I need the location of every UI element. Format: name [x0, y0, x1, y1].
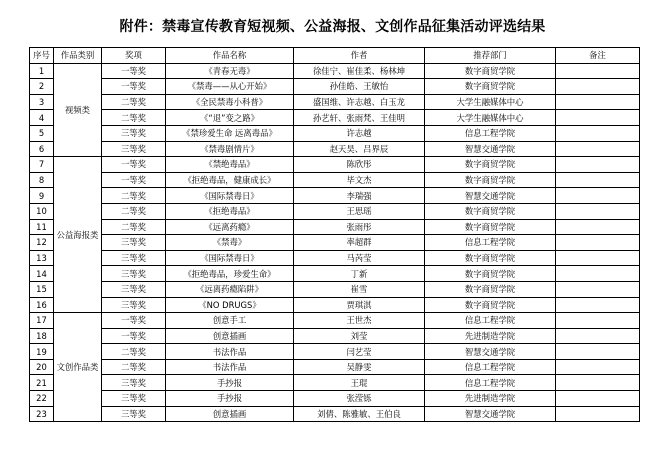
table-row	[30, 359, 640, 375]
row-number-cell: 9	[30, 188, 54, 204]
header-cell: 奖项	[102, 48, 166, 64]
row-number-cell: 14	[30, 266, 54, 282]
department-cell: 信息工程学院	[425, 359, 556, 375]
author-cell: 丁新	[294, 266, 425, 282]
note-cell	[556, 328, 640, 344]
department-cell: 信息工程学院	[425, 375, 556, 391]
department-cell: 智慧交通学院	[425, 188, 556, 204]
award-cell: 一等奖	[102, 63, 166, 79]
header-cell: 推荐部门	[425, 48, 556, 64]
row-number-cell: 5	[30, 125, 54, 141]
row-number-cell: 7	[30, 157, 54, 173]
row-number-cell: 17	[30, 313, 54, 329]
author-cell: 贾琪淇	[294, 297, 425, 313]
row-number-cell: 4	[30, 110, 54, 126]
note-cell	[556, 297, 640, 313]
header-row	[30, 48, 640, 64]
award-cell: 三等奖	[102, 266, 166, 282]
category-cell: 公益海报类	[54, 157, 102, 313]
work-title-cell: 《NO DRUGS》	[166, 297, 294, 313]
table-row	[30, 281, 640, 297]
row-number-cell: 21	[30, 375, 54, 391]
table-row	[30, 250, 640, 266]
table-row	[30, 157, 640, 173]
table-row	[30, 219, 640, 235]
work-title-cell: 《青春无毒》	[166, 63, 294, 79]
row-number-cell: 1	[30, 63, 54, 79]
department-cell: 智慧交通学院	[425, 406, 556, 422]
department-cell: 信息工程学院	[425, 235, 556, 251]
table-row	[30, 313, 640, 329]
author-cell: 盛国维、许志越、白玉龙	[294, 94, 425, 110]
work-title-cell: 创意插画	[166, 328, 294, 344]
note-cell	[556, 110, 640, 126]
work-title-cell: 书法作品	[166, 344, 294, 360]
note-cell	[556, 203, 640, 219]
table-row	[30, 203, 640, 219]
award-cell: 一等奖	[102, 172, 166, 188]
author-cell: 李瑞强	[294, 188, 425, 204]
work-title-cell: 《拒绝毒品，健康成长》	[166, 172, 294, 188]
note-cell	[556, 172, 640, 188]
table-row	[30, 328, 640, 344]
author-cell: 许志越	[294, 125, 425, 141]
award-cell: 一等奖	[102, 313, 166, 329]
note-cell	[556, 391, 640, 407]
row-number-cell: 8	[30, 172, 54, 188]
award-cell: 三等奖	[102, 281, 166, 297]
award-cell: 三等奖	[102, 391, 166, 407]
department-cell: 先进制造学院	[425, 328, 556, 344]
author-cell: 孙艺轩、张雨梵、王佳明	[294, 110, 425, 126]
header-cell: 序号	[30, 48, 54, 64]
author-cell: 率超群	[294, 235, 425, 251]
row-number-cell: 19	[30, 344, 54, 360]
work-title-cell: 《禁绝毒品》	[166, 157, 294, 173]
author-cell: 王思瑶	[294, 203, 425, 219]
award-cell: 一等奖	[102, 328, 166, 344]
header-cell: 备注	[556, 48, 640, 64]
author-cell: 赵天昊、吕界辰	[294, 141, 425, 157]
row-number-cell: 6	[30, 141, 54, 157]
work-title-cell: 《禁毒》	[166, 235, 294, 251]
work-title-cell: 《拒绝毒品，珍爱生命》	[166, 266, 294, 282]
award-cell: 三等奖	[102, 125, 166, 141]
header-cell: 作品类别	[54, 48, 102, 64]
results-table	[29, 47, 640, 422]
author-cell: 毕文杰	[294, 172, 425, 188]
note-cell	[556, 219, 640, 235]
table-row	[30, 110, 640, 126]
row-number-cell: 20	[30, 359, 54, 375]
table-row	[30, 79, 640, 95]
row-number-cell: 22	[30, 391, 54, 407]
author-cell: 王世杰	[294, 313, 425, 329]
note-cell	[556, 188, 640, 204]
table-row	[30, 235, 640, 251]
award-cell: 一等奖	[102, 157, 166, 173]
author-cell: 王琨	[294, 375, 425, 391]
work-title-cell: 创意手工	[166, 313, 294, 329]
award-cell: 二等奖	[102, 203, 166, 219]
department-cell: 智慧交通学院	[425, 141, 556, 157]
note-cell	[556, 313, 640, 329]
work-title-cell: 《禁珍爱生命 远离毒品》	[166, 125, 294, 141]
table-body	[30, 63, 640, 422]
department-cell: 数字商贸学院	[425, 281, 556, 297]
award-cell: 二等奖	[102, 219, 166, 235]
author-cell: 刘莹	[294, 328, 425, 344]
table-row	[30, 344, 640, 360]
work-title-cell: 《远离药瘾》	[166, 219, 294, 235]
department-cell: 大学生融媒体中心	[425, 110, 556, 126]
department-cell: 数字商贸学院	[425, 266, 556, 282]
award-cell: 二等奖	[102, 94, 166, 110]
note-cell	[556, 235, 640, 251]
award-cell: 二等奖	[102, 344, 166, 360]
document-title: 附件：禁毒宣传教育短视频、公益海报、文创作品征集活动评选结果	[119, 19, 546, 35]
table-row	[30, 94, 640, 110]
table-row	[30, 391, 640, 407]
award-cell: 三等奖	[102, 375, 166, 391]
work-title-cell: 《禁毒剧情片》	[166, 141, 294, 157]
award-cell: 三等奖	[102, 141, 166, 157]
award-cell: 三等奖	[102, 406, 166, 422]
note-cell	[556, 250, 640, 266]
note-cell	[556, 359, 640, 375]
author-cell: 崔雪	[294, 281, 425, 297]
author-cell: 张雨彤	[294, 219, 425, 235]
table-row	[30, 375, 640, 391]
author-cell: 马芮莹	[294, 250, 425, 266]
work-title-cell: 书法作品	[166, 359, 294, 375]
department-cell: 数字商贸学院	[425, 219, 556, 235]
work-title-cell: 《全民禁毒小科普》	[166, 94, 294, 110]
department-cell: 数字商贸学院	[425, 203, 556, 219]
note-cell	[556, 94, 640, 110]
department-cell: 信息工程学院	[425, 125, 556, 141]
author-cell: 陈欣彤	[294, 157, 425, 173]
table-row	[30, 188, 640, 204]
department-cell: 信息工程学院	[425, 313, 556, 329]
author-cell: 徐佳宁、崔佳柔、杨林坤	[294, 63, 425, 79]
author-cell: 闫艺莹	[294, 344, 425, 360]
department-cell: 先进制造学院	[425, 391, 556, 407]
award-cell: 三等奖	[102, 297, 166, 313]
note-cell	[556, 344, 640, 360]
table-row	[30, 266, 640, 282]
department-cell: 数字商贸学院	[425, 172, 556, 188]
note-cell	[556, 406, 640, 422]
note-cell	[556, 63, 640, 79]
work-title-cell: 创意插画	[166, 406, 294, 422]
note-cell	[556, 375, 640, 391]
row-number-cell: 10	[30, 203, 54, 219]
header-cell: 作品名称	[166, 48, 294, 64]
award-cell: 二等奖	[102, 188, 166, 204]
award-cell: 三等奖	[102, 235, 166, 251]
work-title-cell: 手抄报	[166, 375, 294, 391]
work-title-cell: 《国际禁毒日》	[166, 250, 294, 266]
category-cell: 文创作品类	[54, 313, 102, 422]
work-title-cell: 《“退”变之路》	[166, 110, 294, 126]
table-row	[30, 406, 640, 422]
department-cell: 数字商贸学院	[425, 79, 556, 95]
row-number-cell: 12	[30, 235, 54, 251]
row-number-cell: 18	[30, 328, 54, 344]
author-cell: 刘倩、陈雅敏、王伯良	[294, 406, 425, 422]
table-row	[30, 297, 640, 313]
author-cell: 吴静雯	[294, 359, 425, 375]
department-cell: 数字商贸学院	[425, 297, 556, 313]
table-row	[30, 172, 640, 188]
table-row	[30, 125, 640, 141]
row-number-cell: 23	[30, 406, 54, 422]
work-title-cell: 《国际禁毒日》	[166, 188, 294, 204]
header-cell: 作者	[294, 48, 425, 64]
note-cell	[556, 281, 640, 297]
award-cell: 二等奖	[102, 110, 166, 126]
table-row	[30, 63, 640, 79]
author-cell: 张滢铄	[294, 391, 425, 407]
work-title-cell: 《禁毒——从心开始》	[166, 79, 294, 95]
work-title-cell: 手抄报	[166, 391, 294, 407]
author-cell: 孙佳皓、王敏怡	[294, 79, 425, 95]
department-cell: 数字商贸学院	[425, 63, 556, 79]
row-number-cell: 16	[30, 297, 54, 313]
row-number-cell: 2	[30, 79, 54, 95]
row-number-cell: 11	[30, 219, 54, 235]
table-row	[30, 141, 640, 157]
work-title-cell: 《远离药瘾陷阱》	[166, 281, 294, 297]
note-cell	[556, 79, 640, 95]
row-number-cell: 15	[30, 281, 54, 297]
award-cell: 一等奖	[102, 79, 166, 95]
row-number-cell: 13	[30, 250, 54, 266]
department-cell: 智慧交通学院	[425, 344, 556, 360]
award-cell: 三等奖	[102, 250, 166, 266]
note-cell	[556, 266, 640, 282]
note-cell	[556, 157, 640, 173]
work-title-cell: 《拒绝毒品》	[166, 203, 294, 219]
department-cell: 大学生融媒体中心	[425, 94, 556, 110]
note-cell	[556, 141, 640, 157]
note-cell	[556, 125, 640, 141]
department-cell: 数字商贸学院	[425, 157, 556, 173]
award-cell: 二等奖	[102, 359, 166, 375]
row-number-cell: 3	[30, 94, 54, 110]
department-cell: 数字商贸学院	[425, 250, 556, 266]
category-cell: 视频类	[54, 63, 102, 157]
